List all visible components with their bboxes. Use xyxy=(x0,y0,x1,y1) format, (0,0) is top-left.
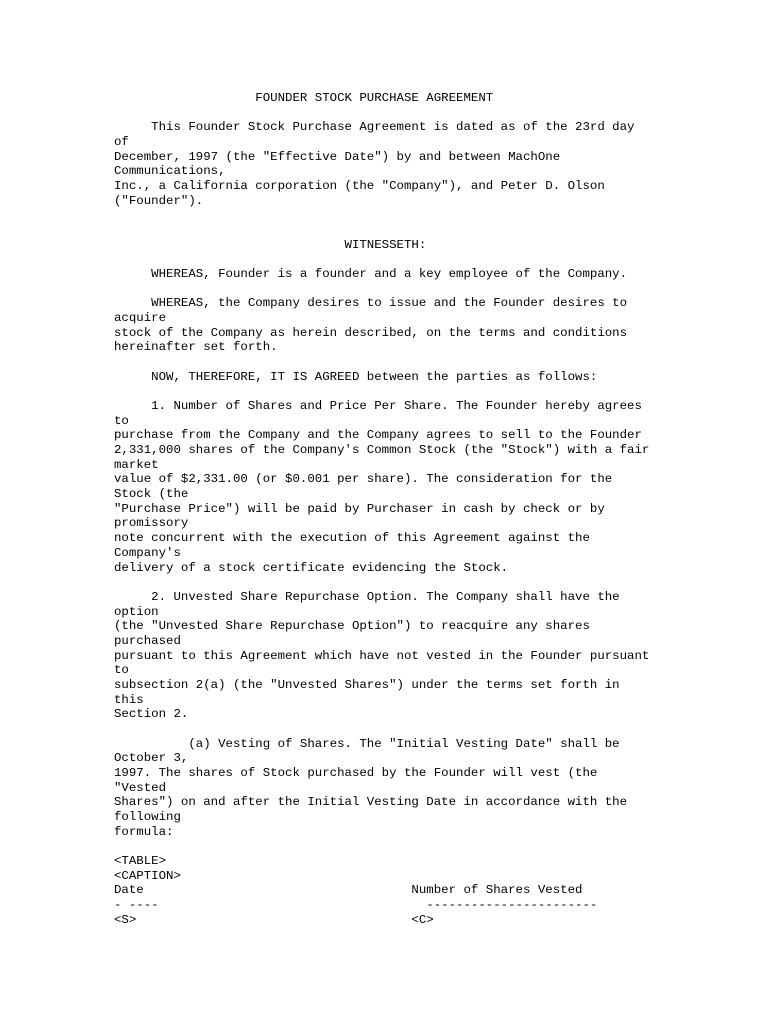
text-line: value of $2,331.00 (or $0.001 per share). The consideration for the xyxy=(114,472,613,487)
text-line: 2. Unvested Share Repurchase Option. The Company shall have the xyxy=(114,589,620,604)
text-line: <CAPTION> xyxy=(114,868,181,883)
text-line: pursuant to this Agreement which have not vested in the Founder pursuant xyxy=(114,648,650,663)
text-line: acquire xyxy=(114,311,167,326)
text-line: delivery of a stock certificate evidencing the Stock. xyxy=(114,560,509,575)
text-line: Date Number of Shares Vested xyxy=(114,883,583,898)
text-line: Communications, xyxy=(114,164,226,179)
text-line: 1997. The shares of Stock purchased by the Founder will vest (the xyxy=(114,765,598,780)
text-line: option xyxy=(114,604,159,619)
text-line: purchased xyxy=(114,633,181,648)
text-line: note concurrent with the execution of this Agreement against the xyxy=(114,531,590,546)
text-line: to xyxy=(114,663,129,678)
text-line: - ---- ----------------------- xyxy=(114,897,598,912)
text-line: NOW, THEREFORE, IT IS AGREED between the parties as follows: xyxy=(114,369,598,384)
text-line: Company's xyxy=(114,545,181,560)
text-line: WHEREAS, Founder is a founder and a key employee of the Company. xyxy=(114,267,628,282)
text-line: Stock (the xyxy=(114,487,189,502)
text-line: hereinafter set forth. xyxy=(114,340,278,355)
text-line: FOUNDER STOCK PURCHASE AGREEMENT xyxy=(114,91,494,105)
text-line: following xyxy=(114,809,181,824)
text-line: "Vested xyxy=(114,780,167,795)
text-line: (the "Unvested Share Repurchase Option") to reacquire any shares xyxy=(114,619,590,634)
text-line: 2,331,000 shares of the Company's Common Stock (the "Stock") with a fair xyxy=(114,443,650,458)
text-line: 1. Number of Shares and Price Per Share. The Founder hereby agrees xyxy=(114,399,642,414)
text-line: market xyxy=(114,457,159,472)
text-line: (a) Vesting of Shares. The "Initial Vesting Date" shall be xyxy=(114,736,620,751)
text-line: promissory xyxy=(114,516,189,531)
text-line: purchase from the Company and the Company agrees to sell to the Founder xyxy=(114,428,642,443)
text-line: of xyxy=(114,135,129,150)
text-line: Shares") on and after the Initial Vesting Date in accordance with the xyxy=(114,795,628,810)
text-line: to xyxy=(114,413,129,428)
text-line: WHEREAS, the Company desires to issue and the Founder desires to xyxy=(114,296,628,311)
text-line: <TABLE> xyxy=(114,853,167,868)
text-line: <S> <C> xyxy=(114,912,434,927)
text-line: stock of the Company as herein described, on the terms and conditions xyxy=(114,325,628,340)
text-line: "Purchase Price") will be paid by Purchaser in cash by check or by xyxy=(114,501,605,516)
text-line: WITNESSETH: xyxy=(114,237,427,252)
text-line: this xyxy=(114,692,144,707)
text-line: formula: xyxy=(114,824,174,839)
text-line: subsection 2(a) (the "Unvested Shares") under the terms set forth in xyxy=(114,677,620,692)
text-line: October 3, xyxy=(114,751,189,766)
text-line: This Founder Stock Purchase Agreement is dated as of the 23rd day xyxy=(114,120,635,135)
text-line: December, 1997 (the "Effective Date") by and between MachOne xyxy=(114,149,561,164)
text-line: Inc., a California corporation (the "Company"), and Peter D. Olson xyxy=(114,179,605,194)
agreement-text xyxy=(114,91,649,927)
text-line: Section 2. xyxy=(114,707,189,722)
text-line: ("Founder"). xyxy=(114,193,204,208)
